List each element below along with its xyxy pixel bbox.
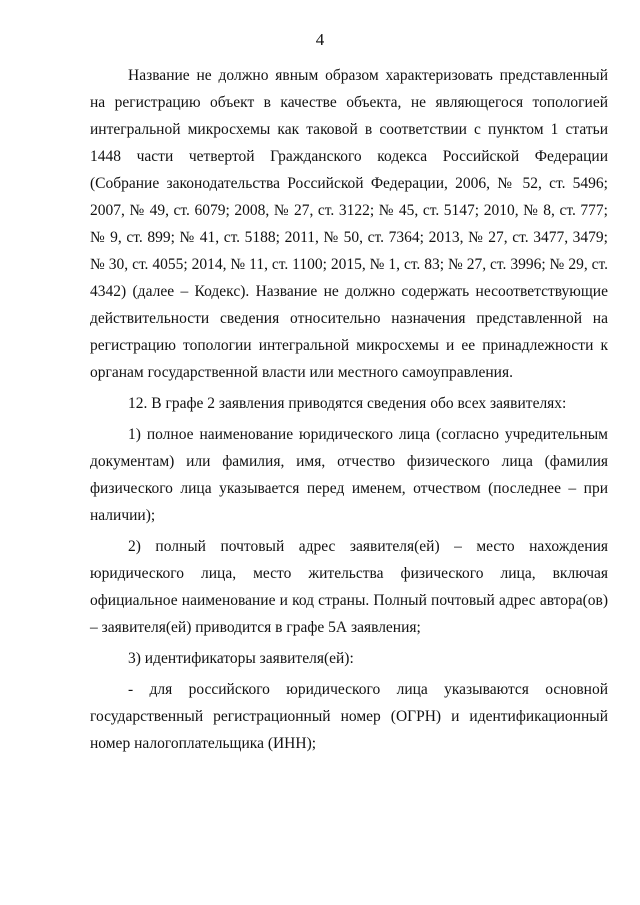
paragraph-title-requirements: Название не должно явным образом характеризовать представленный на регистрацию объект в качестве объекта, не являющегося топологией интегральной микросхемы как таковой в соответствии с пунктом 1 статьи 1448 части четвертой Гражданского кодекса Российской Федерации (Собрание законодательства Российской Федерации, 2006, № 52, ст. 5496; 2007, № 49, ст. 6079; 2008, № 27, ст. 3122; № 45, ст. 5147; 2010, № 8, ст. 777; № 9, ст. 899; № 41, ст. 5188; 2011, № 50, ст. 7364; 2013, № 27, ст. 3477, 3479; № 30, ст. 4055; 2014, № 11, ст. 1100; 2015, № 1, ст. 83; № 27, ст. 3996; № 29, ст. 4342) (далее – Кодекс). Название не должно содержать несоответствующие действительности сведения относительно назначения представленной на регистрацию топологии интегральной микросхемы и ее принадлежности к органам государственной власти или местного самоуправления.	[90, 67, 608, 381]
list-subitem-russian-legal-entity: - для российского юридического лица указываются основной государственный регистрационный номер (ОГРН) и идентификационный номер налогоплательщика (ИНН);	[90, 681, 608, 752]
document-body	[90, 62, 608, 757]
paragraph-12: 12. В графе 2 заявления приводятся сведения обо всех заявителях:	[128, 395, 567, 412]
list-item-2: 2) полный почтовый адрес заявителя(ей) – место нахождения юридического лица, место жительства физического лица, включая официальное наименование и код страны. Полный почтовый адрес автора(ов) – заявителя(ей) приводится в графе 5А заявления;	[90, 538, 608, 636]
list-item-1: 1) полное наименование юридического лица (согласно учредительным документам) или фамилия, имя, отчество физического лица (фамилия физического лица указывается перед именем, отчеством (последнее – при наличии);	[90, 426, 608, 524]
list-item-3: 3) идентификаторы заявителя(ей):	[128, 650, 354, 667]
page-number: 4	[315, 30, 325, 49]
